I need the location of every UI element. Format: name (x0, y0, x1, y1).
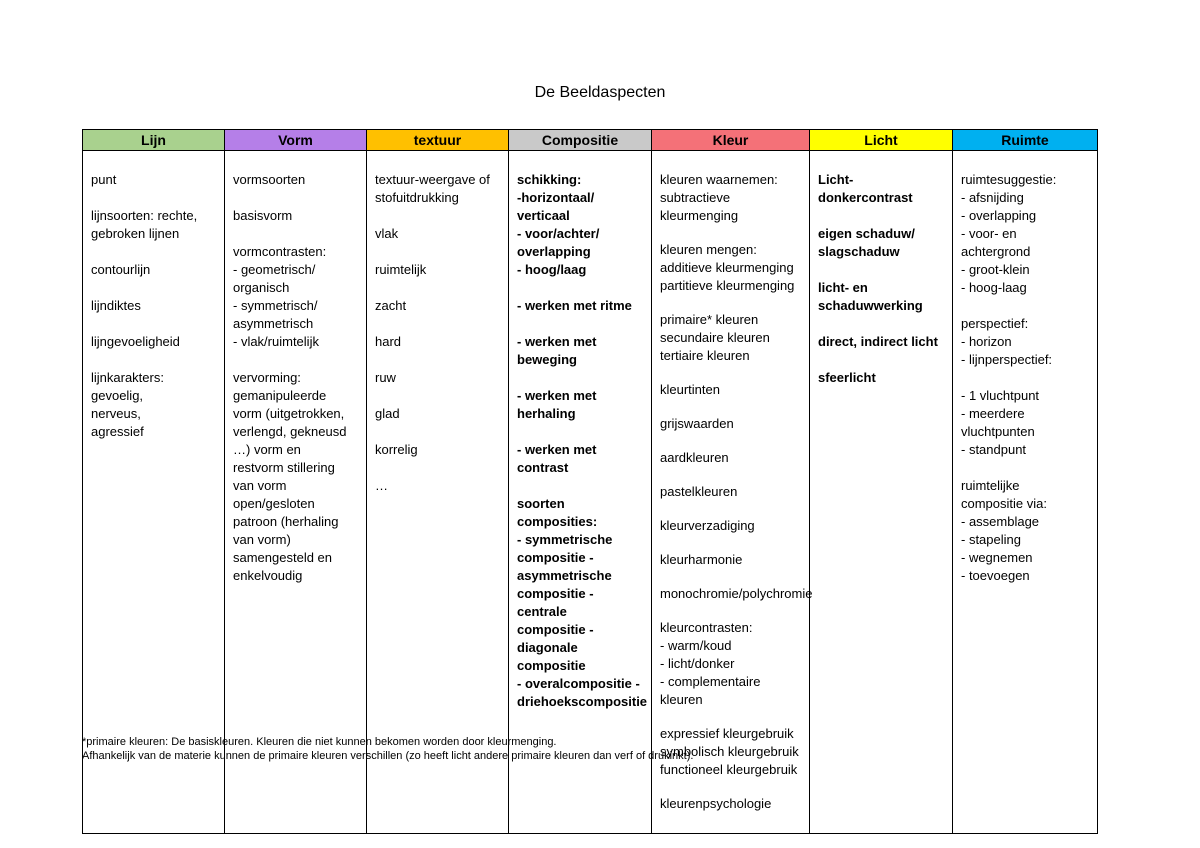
cell-item: korrelig (375, 442, 418, 457)
cell-vorm (225, 151, 367, 834)
cell-item: vormsoorten (233, 172, 306, 187)
footnote-primaire-kleuren: *primaire kleuren: De basiskleuren. Kleuren die niet kunnen bekomen worden door kleurmenging. (82, 736, 557, 748)
header-lijn: Lijn (83, 130, 225, 151)
header-kleur: Kleur (652, 130, 810, 151)
cell-item: textuur-weergave of stofuitdrukking (375, 172, 490, 205)
cell-item: kleurverzadiging (660, 518, 755, 533)
cell-item: primaire* kleuren secundaire kleuren tertiaire kleuren (660, 312, 770, 363)
cell-item: soorten composities: - symmetrische compositie - asymmetrische compositie - centrale compositie - diagonale compositie - overalcompositie - driehoekscompositie (517, 496, 648, 709)
cell-item: aardkleuren (660, 450, 729, 465)
cell-item: glad (375, 406, 400, 421)
cell-item: - werken met contrast (517, 442, 597, 475)
cell-item: monochromie/polychromie (660, 586, 813, 601)
cell-textuur (367, 151, 509, 834)
cell-item: basisvorm (233, 208, 293, 223)
content-row (83, 151, 1098, 834)
header-licht: Licht (810, 130, 953, 151)
cell-item: - werken met beweging (517, 334, 597, 367)
cell-item: kleurenpsychologie (660, 796, 772, 811)
header-ruimte: Ruimte (953, 130, 1098, 151)
cell-item: sfeerlicht (818, 370, 876, 385)
cell-item: kleuren waarnemen: subtractieve kleurmenging (660, 172, 778, 223)
cell-item: pastelkleuren (660, 484, 738, 499)
cell-licht (810, 151, 953, 834)
cell-item: vormcontrasten: - geometrisch/ organisch - symmetrisch/ asymmetrisch - vlak/ruimtelijk (233, 244, 327, 349)
cell-item: Licht-donkercontrast (818, 172, 913, 205)
header-compositie: Compositie (509, 130, 652, 151)
cell-item: ruw (375, 370, 396, 385)
cell-item: vlak (375, 226, 399, 241)
cell-item: kleuren mengen: additieve kleurmenging partitieve kleurmenging (660, 242, 795, 293)
cell-lijn (83, 151, 225, 834)
cell-item: kleurtinten (660, 382, 720, 397)
cell-item: licht- en schaduwwerking (818, 280, 923, 313)
cell-item: kleurcontrasten: - warm/koud - licht/donker - complementaire kleuren (660, 620, 761, 707)
cell-item: schikking: -horizontaal/ verticaal - voor/achter/ overlapping - hoog/laag (517, 172, 600, 277)
cell-item: eigen schaduw/ slagschaduw (818, 226, 915, 259)
cell-item: vervorming: gemanipuleerde vorm (uitgetrokken, verlengd, gekneusd …) vorm en restvorm stillering van vorm open/gesloten patroon (herhaling van vorm) samengesteld en enkelvoudig (233, 370, 347, 583)
beeldaspecten-table (82, 129, 1098, 834)
cell-item: punt (91, 172, 117, 187)
header-row (83, 130, 1098, 151)
cell-item: kleurharmonie (660, 552, 743, 567)
cell-item: ruimtesuggestie: - afsnijding - overlapping - voor- en achtergrond - groot-klein - hoog-laag (961, 172, 1057, 295)
cell-item: lijnkarakters: gevoelig, nerveus, agressief (91, 370, 164, 439)
cell-item: lijngevoeligheid (91, 334, 180, 349)
header-textuur: textuur (367, 130, 509, 151)
cell-item: … (375, 478, 388, 493)
footnote-materie: Afhankelijk van de materie kunnen de primaire kleuren verschillen (zo heeft licht andere primaire kleuren dan verf of drukinkt). (82, 750, 694, 762)
cell-item: direct, indirect licht (818, 334, 938, 349)
cell-item: - werken met ritme (517, 298, 632, 313)
cell-item: - werken met herhaling (517, 388, 597, 421)
cell-item: - 1 vluchtpunt - meerdere vluchtpunten - standpunt (961, 388, 1040, 457)
cell-item: contourlijn (91, 262, 151, 277)
cell-item: grijswaarden (660, 416, 734, 431)
cell-ruimte (953, 151, 1098, 834)
cell-item: zacht (375, 298, 407, 313)
header-vorm: Vorm (225, 130, 367, 151)
cell-compositie (509, 151, 652, 834)
cell-item: hard (375, 334, 402, 349)
cell-item: lijndiktes (91, 298, 141, 313)
cell-kleur (652, 151, 813, 834)
cell-item: ruimtelijk (375, 262, 427, 277)
cell-item: lijnsoorten: rechte, gebroken lijnen (91, 208, 198, 241)
cell-item: expressief kleurgebruik symbolisch kleurgebruik functioneel kleurgebruik (660, 726, 799, 777)
cell-item: ruimtelijke compositie via: - assemblage - stapeling - wegnemen - toevoegen (961, 478, 1047, 583)
cell-item: perspectief: - horizon - lijnperspectief: (961, 316, 1053, 367)
page-title: De Beeldaspecten (534, 84, 666, 101)
